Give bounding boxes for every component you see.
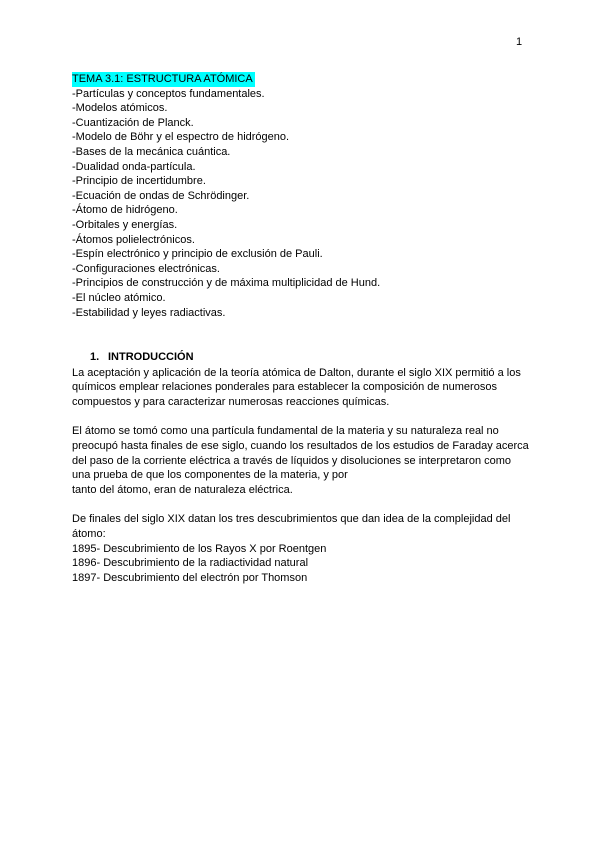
topic-item: -Principios de construcción y de máxima multiplicidad de Hund. [72, 277, 381, 290]
topic-item: -El núcleo atómico. [72, 291, 166, 304]
topic-item: -Modelo de Böhr y el espectro de hidrógeno. [72, 131, 290, 144]
topic-item: -Bases de la mecánica cuántica. [72, 145, 231, 158]
section-title: INTRODUCCIÓN [108, 351, 194, 364]
topic-item: -Cuantización de Planck. [72, 116, 194, 129]
discovery-list [72, 542, 532, 586]
discovery-item: 1897- Descubrimiento del electrón por Thomson [72, 571, 308, 584]
discovery-item: 1896- Descubrimiento de la radiactividad natural [72, 557, 309, 570]
topic-item: -Espín electrónico y principio de exclusión de Pauli. [72, 248, 323, 261]
topic-item: -Orbitales y energías. [72, 218, 178, 231]
topic-item: -Partículas y conceptos fundamentales. [72, 87, 265, 100]
topic-item: -Dualidad onda-partícula. [72, 160, 196, 173]
section-number: 1. [90, 351, 100, 364]
paragraph-faraday-tail: tanto del átomo, eran de naturaleza eléctrica. [72, 483, 293, 496]
topic-item: -Átomos polielectrónicos. [72, 233, 195, 246]
topic-title-line [72, 72, 532, 87]
page-number: 1 [516, 36, 523, 48]
topic-item: -Configuraciones electrónicas. [72, 262, 220, 275]
paragraph-faraday: El átomo se tomó como una partícula fundamental de la materia y su naturaleza real no preocupó hasta finales de ese siglo, cuando los resultados de los estudios de Faraday acerca del paso de la corriente eléctrica a través de líquidos y disoluciones se interpretaron como una prueba de que los componentes de la materia, y por [72, 425, 529, 482]
discovery-item: 1895- Descubrimiento de los Rayos X por Roentgen [72, 542, 327, 555]
section-heading [72, 350, 532, 365]
topic-item: -Estabilidad y leyes radiactivas. [72, 306, 226, 319]
topic-item: -Ecuación de ondas de Schrödinger. [72, 189, 250, 202]
topic-list [72, 87, 532, 321]
topic-item: -Átomo de hidrógeno. [72, 204, 178, 217]
topic-item: -Modelos atómicos. [72, 102, 168, 115]
document-body [72, 72, 532, 585]
paragraph-discoveries-intro: De finales del siglo XIX datan los tres descubrimientos que dan idea de la complejidad del átomo: [72, 513, 511, 541]
topic-item: -Principio de incertidumbre. [72, 175, 206, 188]
paragraph-dalton: La aceptación y aplicación de la teoría atómica de Dalton, durante el siglo XIX permitió a los químicos emplear relaciones ponderales para establecer la composición de numerosos compuestos y para caracterizar numerosas reacciones químicas. [72, 366, 521, 408]
topic-title: TEMA 3.1: ESTRUCTURA ATÓMICA [72, 73, 253, 85]
